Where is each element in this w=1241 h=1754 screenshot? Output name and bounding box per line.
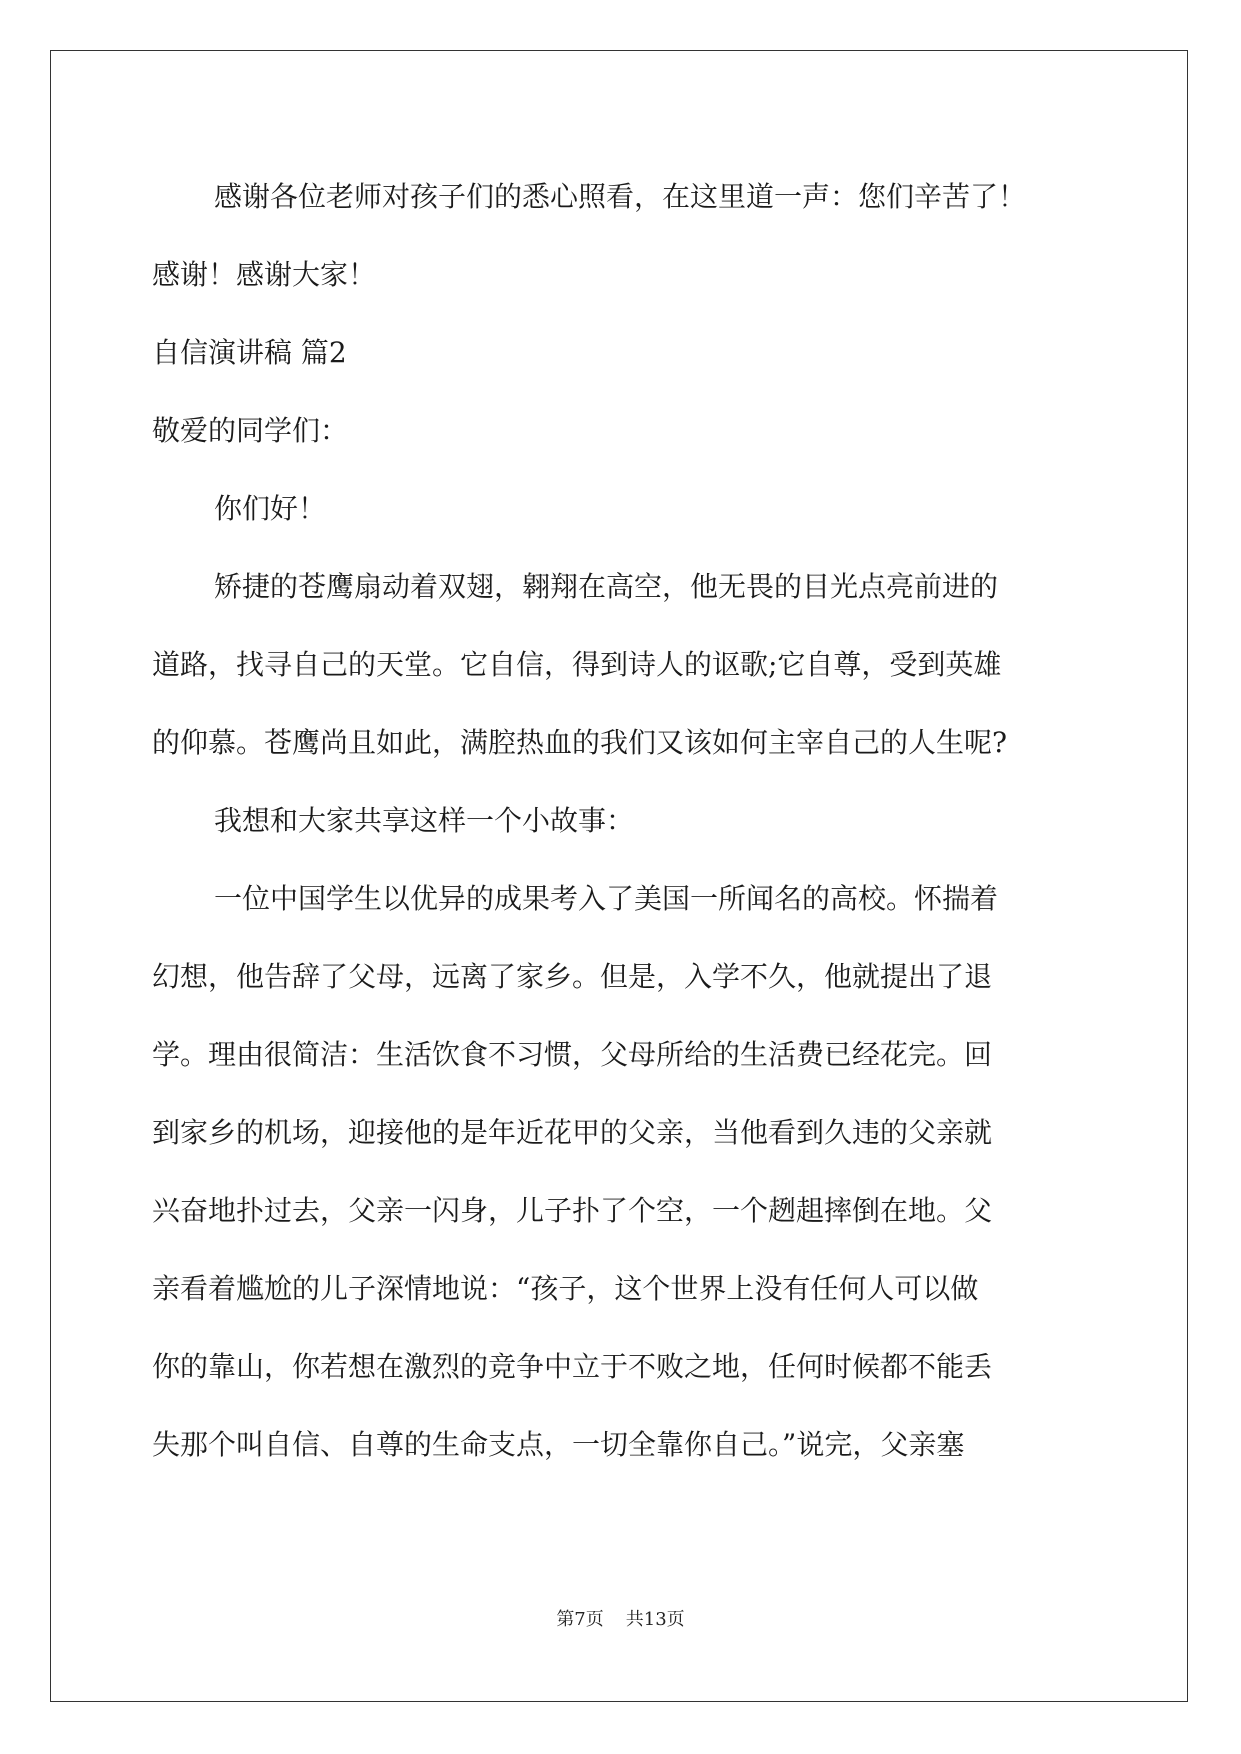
page-total: 共13页 — [625, 1609, 685, 1630]
greeting: 你们好！ — [214, 492, 327, 525]
paragraph-line: 学。理由很简洁：生活饮食不习惯，父母所给的生活费已经花完。回 — [152, 1038, 993, 1071]
document-body — [152, 158, 1090, 1484]
page-number: 第7页 — [556, 1609, 604, 1630]
section-heading: 自信演讲稿 篇2 — [152, 336, 347, 369]
paragraph-line: 感谢各位老师对孩子们的悉心照看，在这里道一声：您们辛苦了！ — [214, 180, 1027, 213]
paragraph-line: 一位中国学生以优异的成果考入了美国一所闻名的高校。怀揣着 — [214, 882, 999, 915]
paragraph-line: 失那个叫自信、自尊的生命支点，一切全靠你自己。”说完，父亲塞 — [152, 1428, 965, 1461]
paragraph-line: 矫捷的苍鹰扇动着双翅，翱翔在高空，他无畏的目光点亮前进的 — [214, 570, 999, 603]
paragraph-line: 道路，找寻自己的天堂。它自信，得到诗人的讴歌;它自尊，受到英雄 — [152, 648, 1002, 681]
paragraph-line: 感谢！感谢大家！ — [152, 258, 377, 291]
paragraph-line: 兴奋地扑过去，父亲一闪身，儿子扑了个空，一个趔趄摔倒在地。父 — [152, 1194, 993, 1227]
paragraph-line: 的仰慕。苍鹰尚且如此，满腔热血的我们又该如何主宰自己的人生呢? — [152, 726, 1008, 759]
salutation: 敬爱的同学们： — [152, 414, 349, 447]
paragraph-line: 你的靠山，你若想在激烈的竞争中立于不败之地，任何时候都不能丢 — [152, 1350, 993, 1383]
paragraph-line: 幻想，他告辞了父母，远离了家乡。但是，入学不久，他就提出了退 — [152, 960, 993, 993]
paragraph-line: 到家乡的机场，迎接他的是年近花甲的父亲，当他看到久违的父亲就 — [152, 1116, 993, 1149]
page-footer — [0, 1605, 1241, 1631]
paragraph-line: 亲看着尴尬的儿子深情地说：“孩子，这个世界上没有任何人可以做 — [152, 1272, 979, 1305]
paragraph-line: 我想和大家共享这样一个小故事： — [214, 804, 635, 837]
